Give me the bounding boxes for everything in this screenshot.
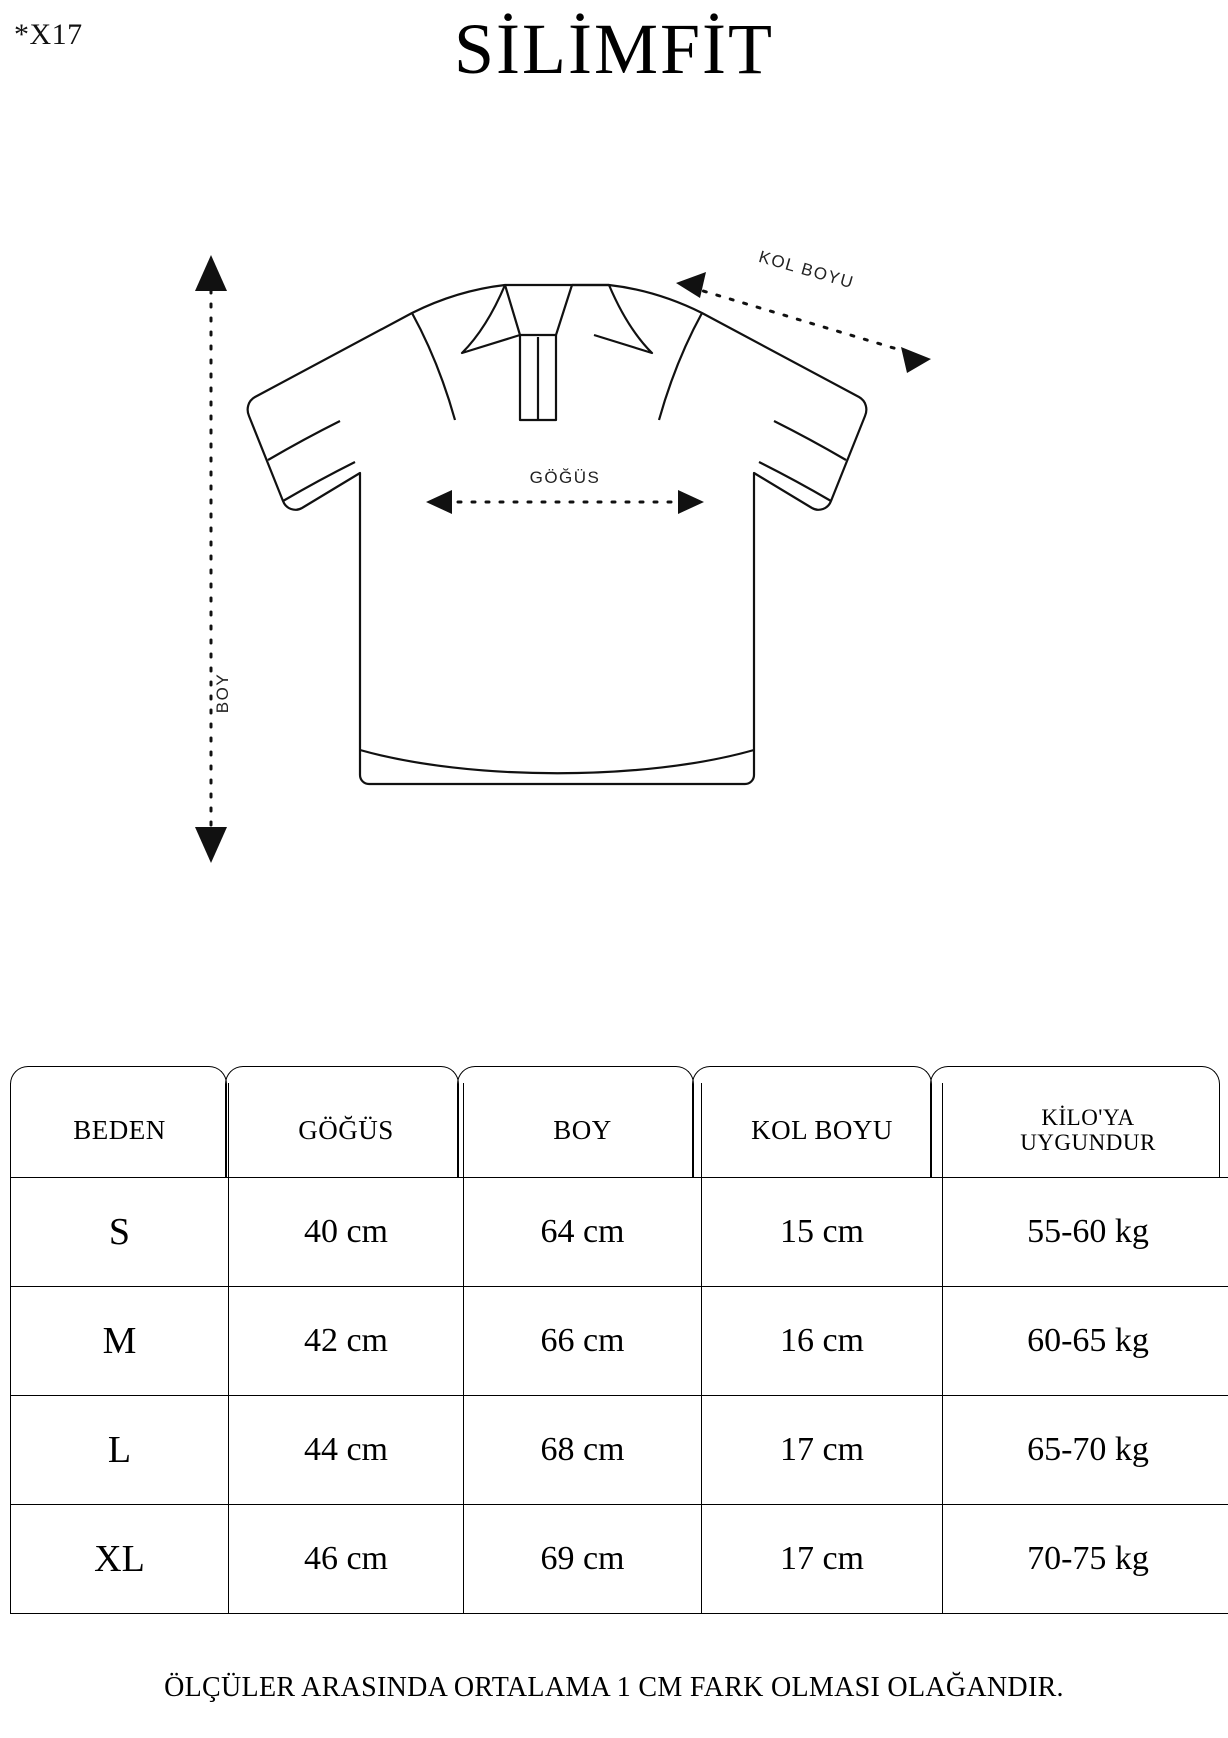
product-code-label: *X17 bbox=[14, 18, 83, 51]
shirt-outline bbox=[248, 285, 867, 784]
cell-kol-boyu: 15 cm bbox=[702, 1178, 943, 1287]
cell-gogus: 46 cm bbox=[229, 1505, 464, 1614]
table-row bbox=[11, 1178, 1228, 1287]
size-table-head bbox=[11, 1083, 1228, 1178]
cell-boy: 68 cm bbox=[464, 1396, 702, 1505]
footnote: ÖLÇÜLER ARASINDA ORTALAMA 1 CM FARK OLMASI OLAĞANDIR. bbox=[164, 1672, 1064, 1703]
chest-measure bbox=[426, 468, 704, 514]
cell-beden: M bbox=[11, 1287, 229, 1396]
polo-shirt-diagram bbox=[0, 215, 1228, 955]
cell-boy: 69 cm bbox=[464, 1505, 702, 1614]
cell-kilo: 65-70 kg bbox=[943, 1396, 1228, 1505]
column-header-kilo-line1: KİLO'YA bbox=[1041, 1104, 1135, 1130]
table-row bbox=[11, 1287, 1228, 1396]
length-label: BOY bbox=[213, 672, 232, 714]
brand-title: SİLİMFİT bbox=[454, 9, 774, 89]
cell-kol-boyu: 17 cm bbox=[702, 1505, 943, 1614]
cell-beden: L bbox=[11, 1396, 229, 1505]
cell-boy: 66 cm bbox=[464, 1287, 702, 1396]
cell-kilo: 60-65 kg bbox=[943, 1287, 1228, 1396]
cell-kol-boyu: 16 cm bbox=[702, 1287, 943, 1396]
column-header-gogus: GÖĞÜS bbox=[229, 1083, 464, 1178]
cell-gogus: 42 cm bbox=[229, 1287, 464, 1396]
column-header-kilo bbox=[943, 1083, 1228, 1178]
sleeve-measure bbox=[676, 247, 931, 373]
column-header-kol-boyu: KOL BOYU bbox=[702, 1083, 943, 1178]
column-header-beden: BEDEN bbox=[11, 1083, 229, 1178]
table-header-row bbox=[11, 1083, 1228, 1178]
cell-beden: XL bbox=[11, 1505, 229, 1614]
column-header-boy: BOY bbox=[464, 1083, 702, 1178]
column-header-kilo-line2: UYGUNDUR bbox=[1020, 1130, 1156, 1155]
table-row bbox=[11, 1505, 1228, 1614]
sleeve-label: KOL BOYU bbox=[756, 247, 857, 293]
cell-gogus: 40 cm bbox=[229, 1178, 464, 1287]
table-row bbox=[11, 1396, 1228, 1505]
size-table bbox=[10, 1083, 1228, 1614]
chest-label: GÖĞÜS bbox=[529, 468, 601, 487]
cell-kilo: 70-75 kg bbox=[943, 1505, 1228, 1614]
length-measure bbox=[195, 255, 232, 863]
cell-beden: S bbox=[11, 1178, 229, 1287]
cell-kilo: 55-60 kg bbox=[943, 1178, 1228, 1287]
size-table-body bbox=[11, 1178, 1228, 1614]
cell-gogus: 44 cm bbox=[229, 1396, 464, 1505]
cell-boy: 64 cm bbox=[464, 1178, 702, 1287]
cell-kol-boyu: 17 cm bbox=[702, 1396, 943, 1505]
